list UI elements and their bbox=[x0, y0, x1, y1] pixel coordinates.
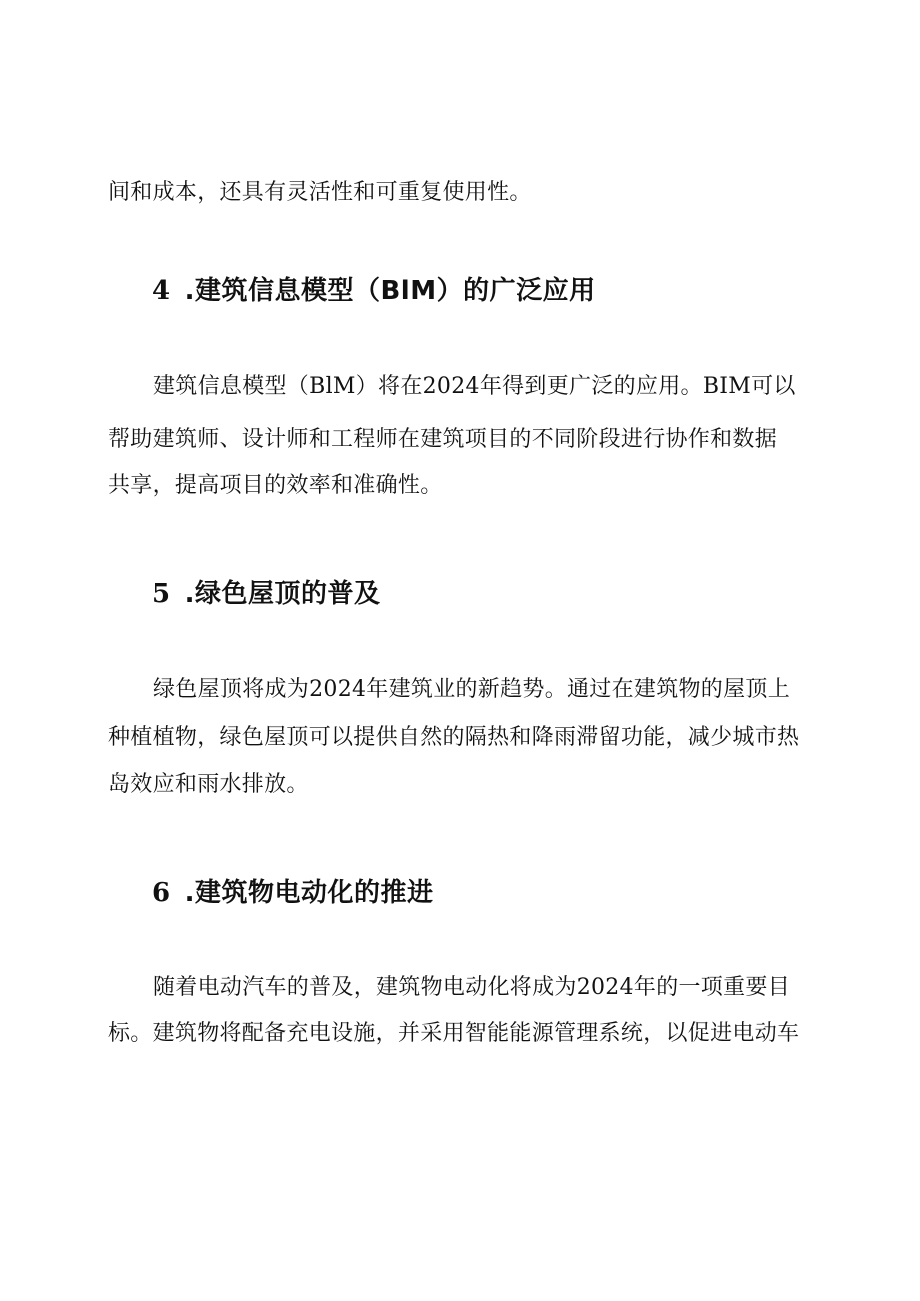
intro-line-1: 间和成本，还具有灵活性和可重复使用性。 bbox=[108, 180, 532, 205]
section-5-line-3: 岛效应和雨水排放。 bbox=[108, 772, 309, 797]
section-6-number: 6 bbox=[152, 878, 171, 908]
section-5-number: 5 bbox=[152, 579, 171, 609]
section-4-number: 4 bbox=[152, 276, 171, 306]
section-6-heading bbox=[152, 875, 433, 911]
section-6-line-1: 随着电动汽车的普及，建筑物电动化将成为2024年的一项重要目 bbox=[153, 975, 790, 1000]
section-4-line-1: 建筑信息模型（BlM）将在2024年得到更广泛的应用。BIM可以 bbox=[153, 374, 796, 399]
section-6-line-2: 标。建筑物将配备充电设施，并采用智能能源管理系统，以促进电动车 bbox=[108, 1021, 800, 1046]
section-4-title: .建筑信息模型（BlM）的广泛应用 bbox=[184, 276, 596, 306]
section-5-heading bbox=[152, 576, 380, 612]
section-4-heading bbox=[152, 273, 596, 309]
section-5-line-2: 种植植物，绿色屋顶可以提供自然的隔热和降雨滞留功能，减少城市热 bbox=[108, 725, 800, 750]
section-5-title: .绿色屋顶的普及 bbox=[184, 579, 381, 609]
section-4-line-2: 帮助建筑师、设计师和工程师在建筑项目的不同阶段进行协作和数据 bbox=[108, 427, 778, 452]
section-5-line-1: 绿色屋顶将成为2024年建筑业的新趋势。通过在建筑物的屋顶上 bbox=[153, 677, 790, 702]
section-4-line-3: 共享，提高项目的效率和准确性。 bbox=[108, 473, 443, 498]
section-6-title: .建筑物电动化的推进 bbox=[184, 878, 434, 908]
